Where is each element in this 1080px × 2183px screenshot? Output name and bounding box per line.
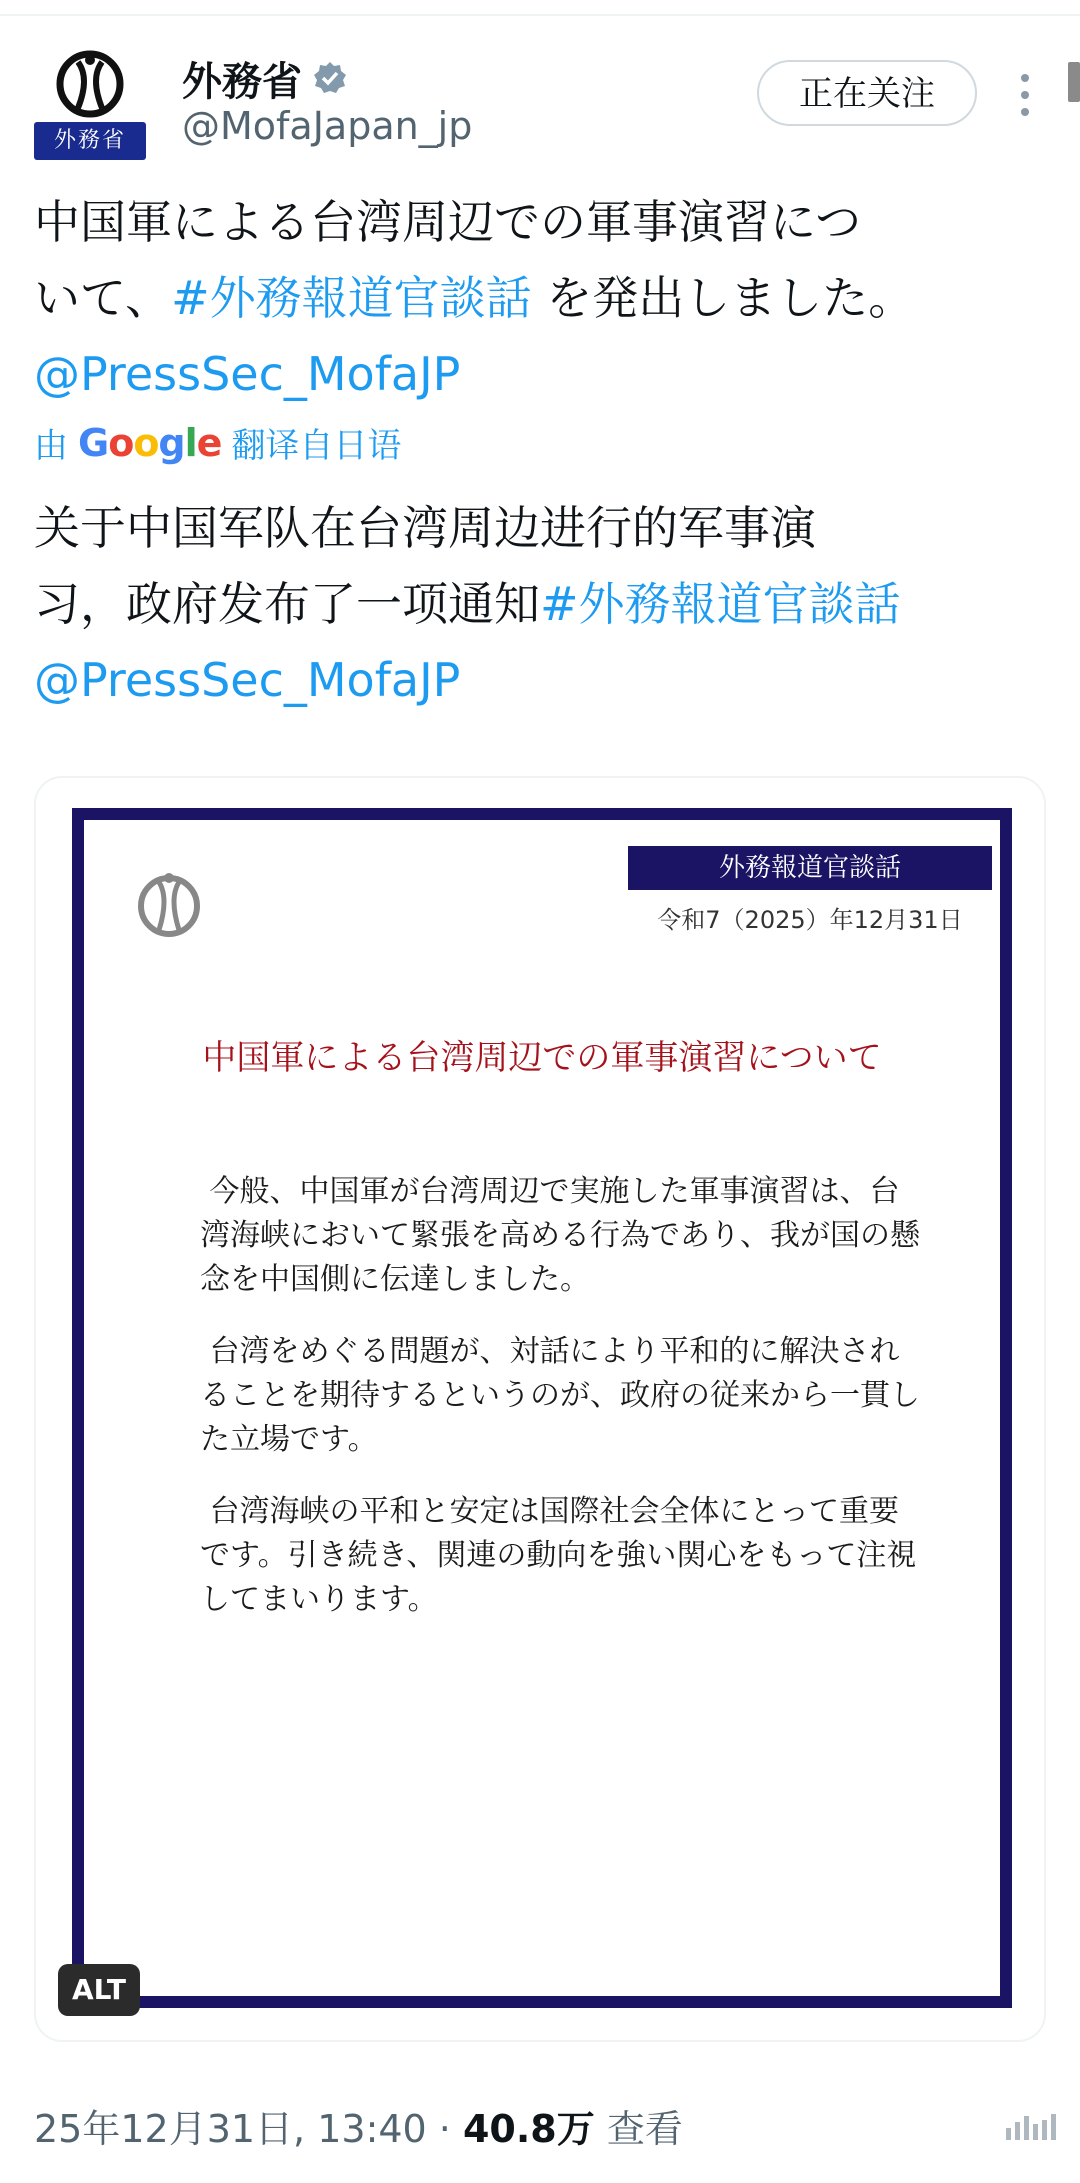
mention-link[interactable]: @PressSec_MofaJP [34, 347, 461, 401]
verified-badge-icon [312, 60, 348, 96]
translated-line-2 [34, 566, 1034, 642]
translate-by: 由 [34, 426, 68, 466]
document-date: 令和7（2025）年12月31日 [657, 906, 963, 934]
tweet-text [34, 184, 1034, 412]
tweet-line-2-pre: いて、 [34, 271, 172, 325]
document-badge: 外務報道官談話 [628, 846, 992, 890]
hashtag-link[interactable]: #外務報道官談話 [171, 271, 532, 325]
document-paragraph-2-text: 台湾をめぐる問題が、対話により平和的に解決されることを期待するというのが、政府の従来から一貫した立場です。 [200, 1334, 920, 1457]
translated-line-2-text: 习，政府发布了一项通知 [34, 577, 540, 631]
signal-bars-icon[interactable] [1004, 2112, 1062, 2140]
tweet-line-2-post: を発出しました。 [531, 271, 915, 325]
account-name-row[interactable] [182, 50, 348, 106]
top-divider [0, 14, 1080, 16]
avatar-label: 外務省 [34, 122, 146, 160]
scrollbar-thumb[interactable] [1068, 62, 1080, 102]
view-count: 40.8万 [462, 2107, 595, 2151]
document-paragraph-3-text: 台湾海峡の平和と安定は国際社会全体にとって重要です。引き続き、関連の動向を強い関心をもって注視してまいります。 [200, 1494, 917, 1617]
tweet-meta [34, 2098, 683, 2153]
document-paragraph-2 [200, 1330, 920, 1462]
more-vertical-icon[interactable] [1015, 72, 1035, 118]
translation-attribution[interactable] [34, 418, 401, 467]
translated-line-1: 关于中国军队在台湾周边进行的军事演 [34, 501, 816, 555]
translate-from: 翻译自日语 [231, 426, 402, 466]
press-statement-document [72, 808, 1012, 2008]
document-paragraph-1 [200, 1170, 920, 1302]
account-avatar[interactable] [34, 48, 146, 160]
google-logo: Google [78, 420, 222, 465]
mofa-emblem-icon [132, 866, 206, 940]
tweet-timestamp[interactable]: 25年12月31日, 13:40 · [34, 2107, 463, 2151]
document-paragraph-1-text: 今般、中国軍が台湾周辺で実施した軍事演習は、台湾海峡において緊張を高める行為であり、我が国の懸念を中国側に伝達しました。 [200, 1174, 920, 1297]
translated-hashtag-link[interactable]: #外務報道官談話 [540, 577, 901, 631]
tweet-line-2 [34, 260, 1034, 336]
following-button[interactable]: 正在关注 [757, 60, 977, 126]
document-title: 中国軍による台湾周辺での軍事演習について [202, 1038, 882, 1078]
tweet-line-1: 中国軍による台湾周辺での軍事演習につ [34, 195, 862, 249]
account-name[interactable]: 外務省 [182, 58, 302, 105]
views-label: 查看 [594, 2107, 683, 2151]
translated-mention-link[interactable]: @PressSec_MofaJP [34, 653, 461, 707]
alt-text-button[interactable]: ALT [58, 1964, 140, 2016]
media-image-card[interactable] [34, 776, 1046, 2042]
mofa-emblem-icon [34, 48, 146, 128]
document-paragraph-3 [200, 1490, 920, 1622]
account-handle[interactable]: @MofaJapan_jp [182, 104, 473, 148]
translated-text [34, 490, 1034, 718]
